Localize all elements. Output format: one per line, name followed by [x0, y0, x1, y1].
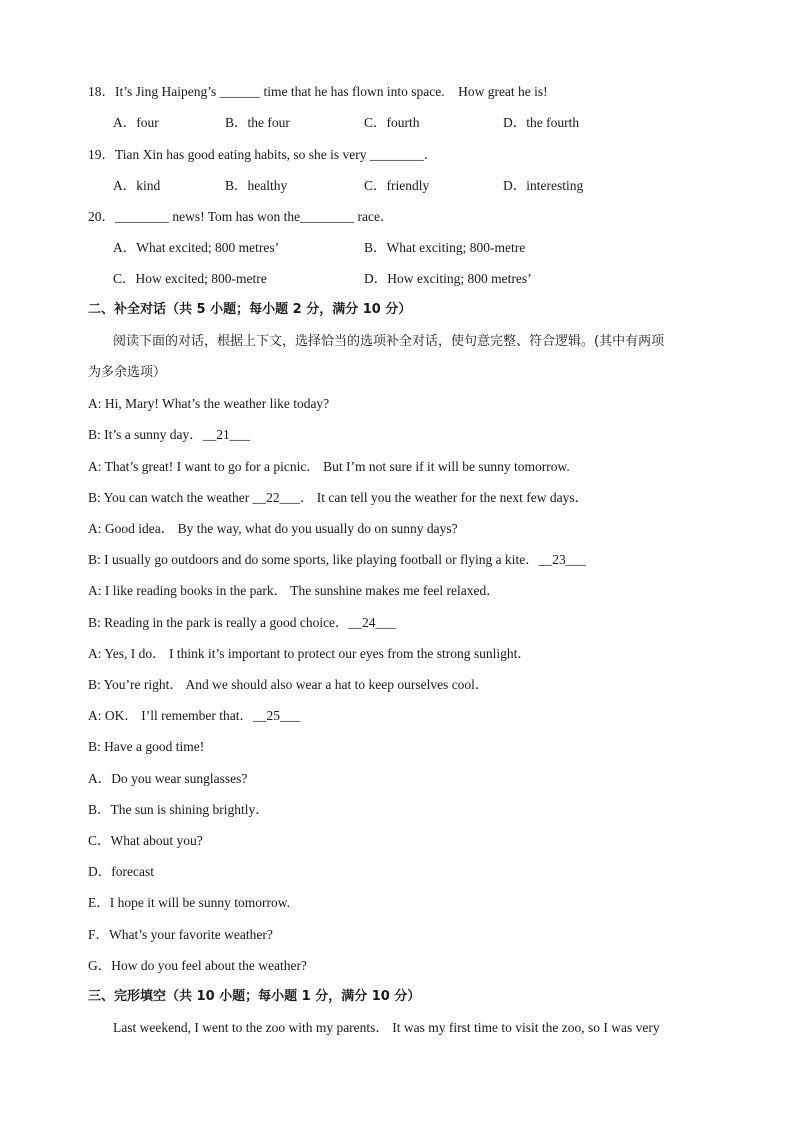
dialogue-line: B: Reading in the park is really a good choice．__24___ [88, 615, 396, 630]
q19-option-c: C．friendly [364, 178, 430, 193]
q20-option-c: C．How excited; 800-metre [113, 271, 267, 286]
dialogue-line: A: Yes, I do． I think it’s important to protect our eyes from the strong sunlight． [88, 646, 531, 661]
choice-e: E．I hope it will be sunny tomorrow. [88, 895, 290, 910]
section-2-instruction-cont: 为多余选项） [88, 365, 167, 380]
q19-option-a: A．kind [113, 178, 161, 193]
q19-option-d: D．interesting [503, 178, 584, 193]
choice-f: F．What’s your favorite weather? [88, 927, 273, 942]
q20-option-d: D．How exciting; 800 metres’ [364, 271, 532, 286]
q20-option-b: B．What exciting; 800-metre [364, 240, 526, 255]
dialogue-line: B: I usually go outdoors and do some sports, like playing football or flying a kite．__23___ [88, 552, 586, 567]
question-20-stem: 20．________ news! Tom has won the________ race． [88, 209, 394, 224]
dialogue-line: B: Have a good time! [88, 739, 205, 754]
question-18-stem: 18．It’s Jing Haipeng’s ______ time that he has flown into space. How great he is! [88, 84, 548, 99]
choice-d: D．forecast [88, 864, 154, 879]
dialogue-line: B: You can watch the weather __22___． It can tell you the weather for the next few days． [88, 490, 589, 505]
dialogue-line: A: Good idea． By the way, what do you usually do on sunny days? [88, 521, 458, 536]
section-3-heading: 三、完形填空（共 10 小题；每小题 1 分，满分 10 分） [88, 989, 421, 1004]
dialogue-line: A: I like reading books in the park． The sunshine makes me feel relaxed． [88, 583, 500, 598]
q18-option-c: C．fourth [364, 115, 420, 130]
section-3-passage: Last weekend, I went to the zoo with my parents． It was my first time to visit the zoo, so I was very [113, 1020, 660, 1035]
choice-a: A．Do you wear sunglasses? [88, 771, 248, 786]
q20-option-a: A．What excited; 800 metres’ [113, 240, 280, 255]
choice-b: B．The sun is shining brightly． [88, 802, 269, 817]
section-2-instruction: 阅读下面的对话，根据上下文，选择恰当的选项补全对话，使句意完整、符合逻辑。(其中有两项 [113, 334, 665, 349]
dialogue-line: A: OK． I’ll remember that．__25___ [88, 708, 301, 723]
choice-g: G．How do you feel about the weather? [88, 958, 307, 973]
dialogue-line: B: You’re right． And we should also wear a hat to keep ourselves cool． [88, 677, 489, 692]
q18-option-a: A．four [113, 115, 159, 130]
q18-option-b: B．the four [225, 115, 290, 130]
q18-option-d: D．the fourth [503, 115, 580, 130]
dialogue-line: A: Hi, Mary! What’s the weather like today? [88, 396, 330, 411]
question-19-stem: 19．Tian Xin has good eating habits, so she is very ________． [88, 147, 438, 162]
choice-c: C．What about you? [88, 833, 203, 848]
dialogue-line: A: That’s great! I want to go for a picnic． But I’m not sure if it will be sunny tomorrow. [88, 459, 570, 474]
q19-option-b: B．healthy [225, 178, 288, 193]
section-2-heading: 二、补全对话（共 5 小题；每小题 2 分，满分 10 分） [88, 302, 412, 317]
dialogue-line: B: It’s a sunny day．__21___ [88, 427, 250, 442]
